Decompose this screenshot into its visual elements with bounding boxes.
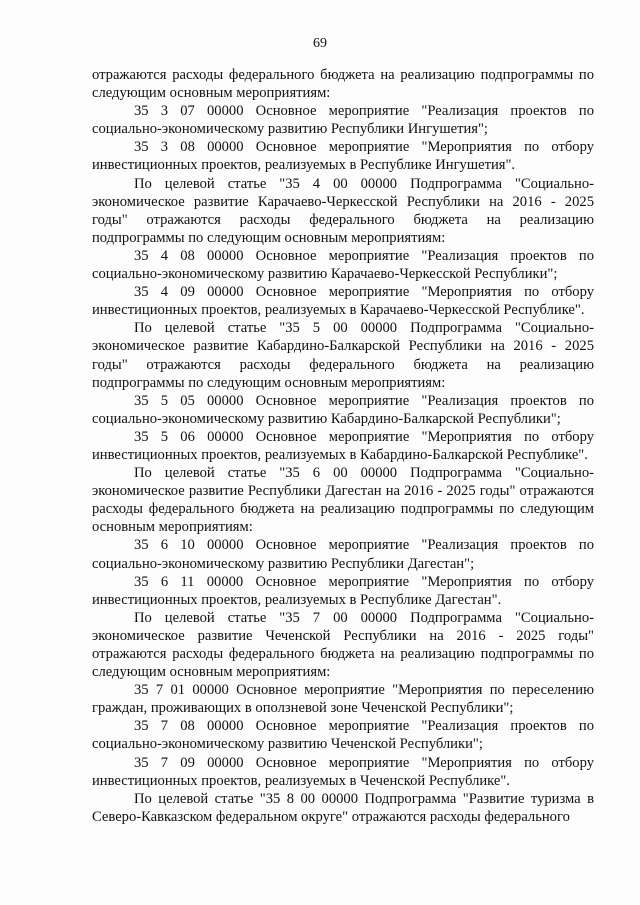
paragraph: 35 6 11 00000 Основное мероприятие "Мероприятия по отбору инвестиционных проектов, реализуемых в Республике Дагестан". [92, 573, 594, 608]
paragraph: По целевой статье "35 5 00 00000 Подпрограмма "Социально-экономическое развитие Кабардино-Балкарской Республики на 2016 - 2025 годы" отражаются расходы федерального бюджета на реализацию подпрограммы по следующим основным мероприятиям: [92, 320, 594, 391]
paragraph: По целевой статье "35 4 00 00000 Подпрограмма "Социально-экономическое развитие Карачаево-Черкесской Республики на 2016 - 2025 годы" отражаются расходы федерального бюджета на реализацию подпрограммы по следующим основным мероприятиям: [92, 175, 594, 246]
paragraph: 35 7 01 00000 Основное мероприятие "Мероприятия по переселению граждан, проживающих в оползневой зоне Чеченской Республики"; [92, 682, 594, 717]
paragraph: По целевой статье "35 7 00 00000 Подпрограмма "Социально-экономическое развитие Чеченской Республики на 2016 - 2025 годы" отражаются расходы федерального бюджета на реализацию подпрограммы по следующим основным мероприятиям: [92, 609, 594, 681]
paragraph: 35 3 07 00000 Основное мероприятие "Реализация проектов по социально-экономическому развитию Республики Ингушетия"; [92, 103, 594, 138]
paragraph: 35 4 08 00000 Основное мероприятие "Реализация проектов по социально-экономическому развитию Карачаево-Черкесской Республики"; [92, 247, 594, 283]
paragraph: По целевой статье "35 6 00 00000 Подпрограмма "Социально-экономическое развитие Республики Дагестан на 2016 - 2025 годы" отражаются расходы федерального бюджета на реализацию подпрограммы по следующим основным мероприятиям: [92, 465, 594, 536]
paragraph: 35 5 05 00000 Основное мероприятие "Реализация проектов по социально-экономическому развитию Кабардино-Балкарской Республики"; [92, 392, 594, 427]
paragraph: 35 7 09 00000 Основное мероприятие "Мероприятия по отбору инвестиционных проектов, реализуемых в Чеченской Республике". [92, 754, 594, 789]
paragraph: 35 5 06 00000 Основное мероприятие "Мероприятия по отбору инвестиционных проектов, реализуемых в Кабардино-Балкарской Республике". [92, 428, 594, 463]
paragraph: 35 4 09 00000 Основное мероприятие "Мероприятия по отбору инвестиционных проектов, реализуемых в Карачаево-Черкесской Республике". [92, 284, 594, 319]
paragraph: отражаются расходы федерального бюджета на реализацию подпрограммы по следующим основным мероприятиям: [92, 67, 594, 102]
paragraph: 35 6 10 00000 Основное мероприятие "Реализация проектов по социально-экономическому развитию Республики Дагестан"; [92, 537, 594, 572]
document-body [92, 66, 594, 826]
paragraph: По целевой статье "35 8 00 00000 Подпрограмма "Развитие туризма в Северо-Кавказском федеральном округе" отражаются расходы федерального [92, 790, 594, 825]
page-number: 69 [313, 36, 327, 51]
paragraph: 35 7 08 00000 Основное мероприятие "Реализация проектов по социально-экономическому развитию Чеченской Республики"; [92, 718, 594, 753]
paragraph: 35 3 08 00000 Основное мероприятие "Мероприятия по отбору инвестиционных проектов, реализуемых в Республике Ингушетия". [92, 139, 594, 174]
